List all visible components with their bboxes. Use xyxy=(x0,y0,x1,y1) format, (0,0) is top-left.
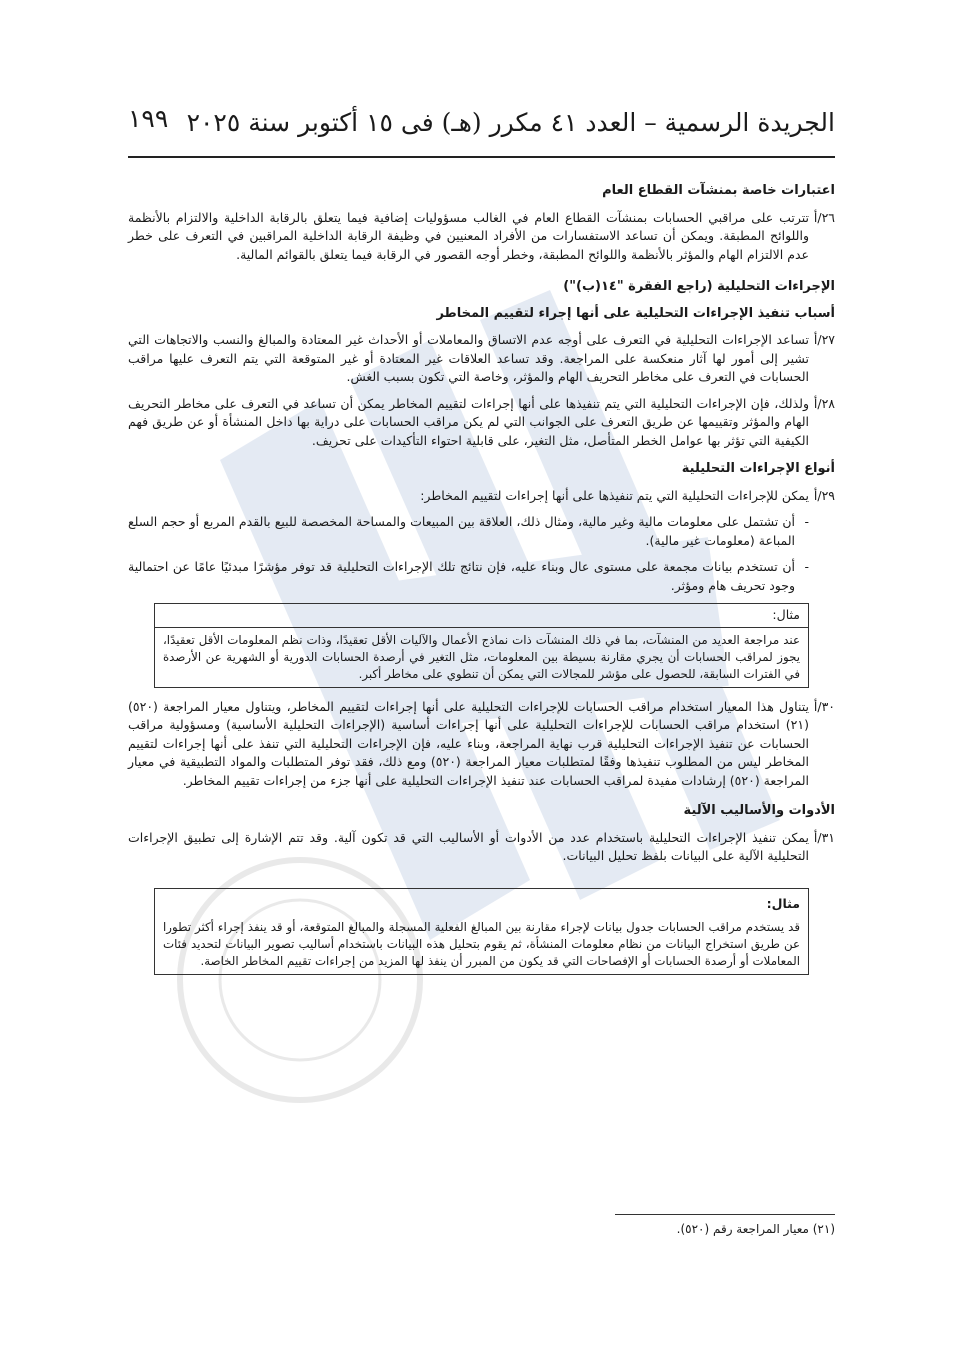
page-number: ١٩٩ xyxy=(128,104,169,133)
paragraph-number: ٢٨/أ xyxy=(813,395,835,411)
example-label: مثال: xyxy=(155,604,808,628)
paragraph-number: ٣٠/أ xyxy=(813,698,835,714)
paragraph-number: ٢٦/أ xyxy=(813,209,835,225)
paragraph-text: يمكن تنفيذ الإجراءات التحليلية باستخدام عدد من الأدوات أو الأساليب التي قد تكون آلية. وقد تتم الإشارة إلى تطبيق الإجراءات التحليلية الآلية على البيانات بلفظ تحليل البيانات. xyxy=(128,829,809,863)
section-heading: الإجراءات التحليلية (راجع الفقرة "١٤(ب)") xyxy=(563,279,835,294)
example-box xyxy=(154,603,809,688)
page-header xyxy=(128,104,835,148)
list-item xyxy=(128,558,809,595)
paragraph-number: ٢٩/أ xyxy=(813,487,835,503)
example-text: عند مراجعة العديد من المنشآت، بما في ذلك المنشآت ذات نماذج الأعمال والآليات الأقل تعقيدًا، وذات نظم المعلومات الأقل تعقيدًا، يجوز لمراقب الحسابات أن يجري مقارنة بسيطة بين المعلومات، مثل التغير في أرصدة الحسابات الدورية أو الشهرية عن الأرصدة في الفترات السابقة، للحصول على مؤشر للمجالات التي يمكن أن تنطوي على مخاطر أكبر. xyxy=(163,632,800,681)
bullet-text: أن تستخدم بيانات مجمعة على مستوى عال وبناء عليه، فإن نتائج تلك الإجراءات التحليلية قد توفر مؤشرًا مبدئيًا عامًا عن احتمالية وجود تحريف هام ومؤثر. xyxy=(128,559,795,593)
header-title: الجريدة الرسمية – العدد ٤١ مكرر (هـ) فى ١٥ أكتوبر سنة ٢٠٢٥ xyxy=(186,108,835,137)
paragraph-text: ولذلك، فإن الإجراءات التحليلية التي يتم تنفيذها على أنها إجراءات لتقييم المخاطر يمكن أن تساعد في التعرف على مخاطر التحريف الهام والمؤثر وتقييمها عن طريق التعرف على الجوانب التي لم يكن مراقب الحسابات على دراية بها داخل المنشأة أو عن طريق فهم الكيفية التي تؤثر بها عوامل الخطر المتأصل، مثل التغير، على قابلية احتواء التأكيدات على تحريف. xyxy=(128,395,809,448)
bullet-dash: - xyxy=(804,559,809,574)
page-content xyxy=(128,176,835,985)
bullet-text: أن تشتمل على معلومات مالية وغير مالية، ومثال ذلك، العلاقة بين المبيعات والمساحة المخصصة للبيع بالقدم المربع أو حجم السلع المباعة (معلومات غير مالية). xyxy=(128,514,795,548)
paragraph-a30 xyxy=(128,698,835,791)
example-box xyxy=(154,888,809,976)
paragraph-a27 xyxy=(128,331,835,387)
subsection-heading: أسباب تنفيذ الإجراءات التحليلية على أنها إجراء لتقييم المخاطر xyxy=(436,305,835,321)
paragraph-number: ٢٧/أ xyxy=(813,332,835,347)
bullet-dash: - xyxy=(804,514,809,529)
list-item xyxy=(128,513,809,550)
paragraph-text: تساعد الإجراءات التحليلية في التعرف على أوجه عدم الاتساق والمعاملات أو الأحداث غير المعتادة والمبالغ والنسب والاتجاهات التي تشير إلى أمور لها آثار منعكسة على المراجعة. وقد تساعد العلاقات غير المعتادة أو غير المتوقعة التي يتم التعرف عليها مراقب الحسابات في التعرف على مخاطر التحريف الهام والمؤثر، وخاصة التي تكون بسبب الغش. xyxy=(128,332,809,384)
paragraph-number: ٣١/أ xyxy=(813,829,835,845)
header-divider xyxy=(128,156,835,158)
paragraph-text: يتناول هذا المعيار استخدام مراقب الحسابات للإجراءات التحليلية على أنها إجراءات لتقييم المخاطر، ويتناول معيار المراجعة (٥٢٠) (٢١) استخدام مراقب الحسابات للإجراءات التحليلية على أنها إجراءات أساسية (الإجراءات التحليلية الأساسية) ومسؤولية مراقب الحسابات عن تنفيذ الإجراءات التحليلية قرب نهاية المراجعة، وبناء عليه، فإن الإجراءات التحليلية التي تنفذ على أنها إجراءات لتقييم المخاطر ليس من المطلوب تنفيذها وفقًا لمتطلبات معيار المراجعة (٥٢٠) ومع ذلك، فقد توفر المتطلبات والمواد التطبيقية في معيار المراجعة (٥٢٠) إرشادات مفيدة لمراقب الحسابات عند تنفيذ الإجراءات التحليلية على أنها جزء من إجراءات تقييم المخاطر. xyxy=(128,698,809,788)
subsection-heading: أنواع الإجراءات التحليلية xyxy=(681,461,835,476)
footnote: (٢١) معيار المراجعة رقم (٥٢٠). xyxy=(676,1222,835,1236)
paragraph-a31 xyxy=(128,829,835,866)
paragraph-text: يمكن للإجراءات التحليلية التي يتم تنفيذها على أنها إجراءات لتقييم المخاطر: xyxy=(420,487,809,503)
example-text: قد يستخدم مراقب الحسابات جدول بيانات لإجراء مقارنة بين المبالغ الفعلية المسجلة والمبالغ المتوقعة، أو قد ينفذ إجراء أكثر تطورا عن طريق استخراج البيانات من نظام معلومات المنشأة، ثم يقوم بتحليل هذه البيانات باستخدام أساليب تصوير البيانات لتحديد فئات المعاملات أو أرصدة الحسابات أو الإفصاحات التي قد يكون من المبرر أن ينفذ لها المزيد من إجراءات تقييم المخاطر الخاصة. xyxy=(163,920,800,968)
paragraph-a28 xyxy=(128,395,835,451)
paragraph-a29 xyxy=(128,487,835,506)
paragraph-text: تترتب على مراقبي الحسابات بمنشآت القطاع العام في الغالب مسؤوليات إضافية فيما يتعلق بالرقابة الداخلية والالتزام بالأنظمة واللوائح المطبقة. ويمكن أن تساعد الاستفسارات من الأفراد المعنيين في وظيفة الرقابة الداخلية المراقبين في التعرف على خطر عدم الالتزام الهام والمؤثر بالأنظمة واللوائح المطبقة، وخطر أوجه القصور في الرقابة فيما يتعلق بالقوائم المالية. xyxy=(128,209,809,262)
subsection-heading: الأدوات والأساليب الآلية xyxy=(683,803,835,818)
example-label: مثال: xyxy=(766,895,800,911)
footnote-divider xyxy=(615,1214,835,1215)
section-heading: اعتبارات خاصة بمنشآت القطاع العام xyxy=(602,183,835,198)
paragraph-a26 xyxy=(128,209,835,265)
